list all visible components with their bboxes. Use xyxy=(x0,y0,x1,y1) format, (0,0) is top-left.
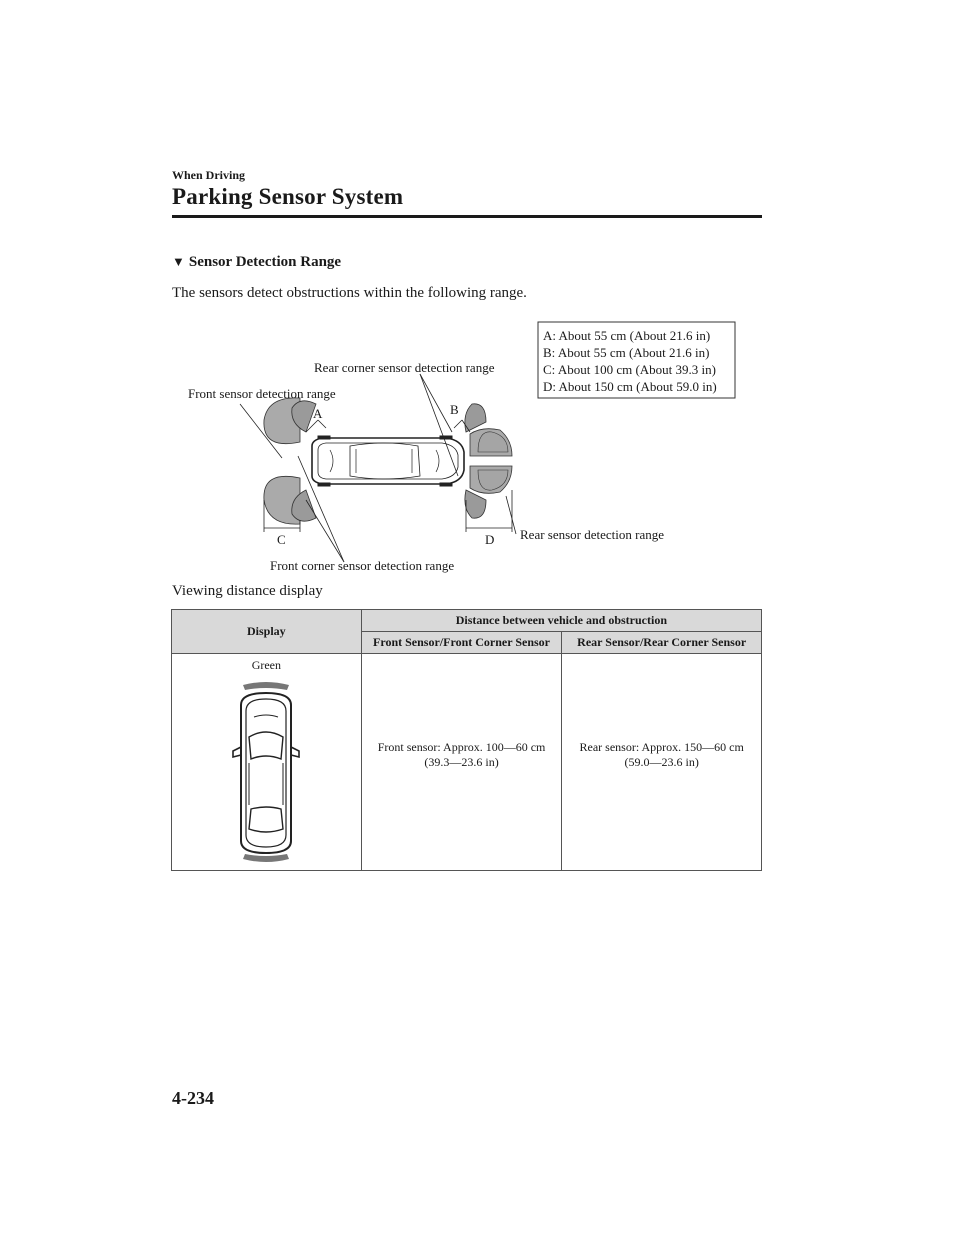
legend-b: B: About 55 cm (About 21.6 in) xyxy=(543,345,710,360)
car-outline xyxy=(233,693,299,853)
label-b: B xyxy=(450,402,459,417)
rear-corner-zone-upper xyxy=(465,404,486,432)
sensor-range-diagram xyxy=(0,0,960,600)
legend-c: C: About 100 cm (About 39.3 in) xyxy=(543,362,716,377)
legend-a: A: About 55 cm (About 21.6 in) xyxy=(543,328,711,343)
subheading-text: Sensor Detection Range xyxy=(188,254,342,270)
label-front-corner: Front corner sensor detection range xyxy=(270,558,455,573)
table-caption: Viewing distance display xyxy=(172,583,323,599)
rear-distance-cell xyxy=(562,654,762,871)
car-display-icon xyxy=(221,677,311,867)
intro-text: The sensors detect obstructions within the following range. xyxy=(172,285,527,301)
table-row xyxy=(172,654,762,871)
header-distance: Distance between vehicle and obstruction xyxy=(361,610,761,632)
rear-corner-zone-lower xyxy=(465,490,486,518)
header-rear: Rear Sensor/Rear Corner Sensor xyxy=(562,632,762,654)
label-c: C xyxy=(277,532,286,547)
header-display: Display xyxy=(172,610,362,654)
label-rear: Rear sensor detection range xyxy=(520,527,665,542)
display-cell xyxy=(172,654,362,871)
display-label: Green xyxy=(251,658,282,672)
label-rear-corner: Rear corner sensor detection range xyxy=(314,360,495,375)
page-title: Parking Sensor System xyxy=(172,184,404,209)
distance-table xyxy=(171,609,762,871)
front-distance-cell xyxy=(361,654,562,871)
section-label: When Driving xyxy=(172,168,246,182)
front-indicator xyxy=(243,682,289,690)
page-number: 4-234 xyxy=(172,1088,214,1108)
triangle-down-icon: ▼ xyxy=(172,254,185,269)
rear-indicator xyxy=(243,854,289,862)
legend-d: D: About 150 cm (About 59.0 in) xyxy=(543,379,717,394)
rear-distance-text: Rear sensor: Approx. 150―60 cm (59.0―23.6 in) xyxy=(579,740,744,769)
label-front: Front sensor detection range xyxy=(188,386,336,401)
header-front: Front Sensor/Front Corner Sensor xyxy=(361,632,562,654)
label-d: D xyxy=(485,532,495,547)
car-top-view xyxy=(312,436,464,486)
front-distance-text: Front sensor: Approx. 100―60 cm (39.3―23.6 in) xyxy=(377,740,546,769)
label-a: A xyxy=(313,406,323,421)
